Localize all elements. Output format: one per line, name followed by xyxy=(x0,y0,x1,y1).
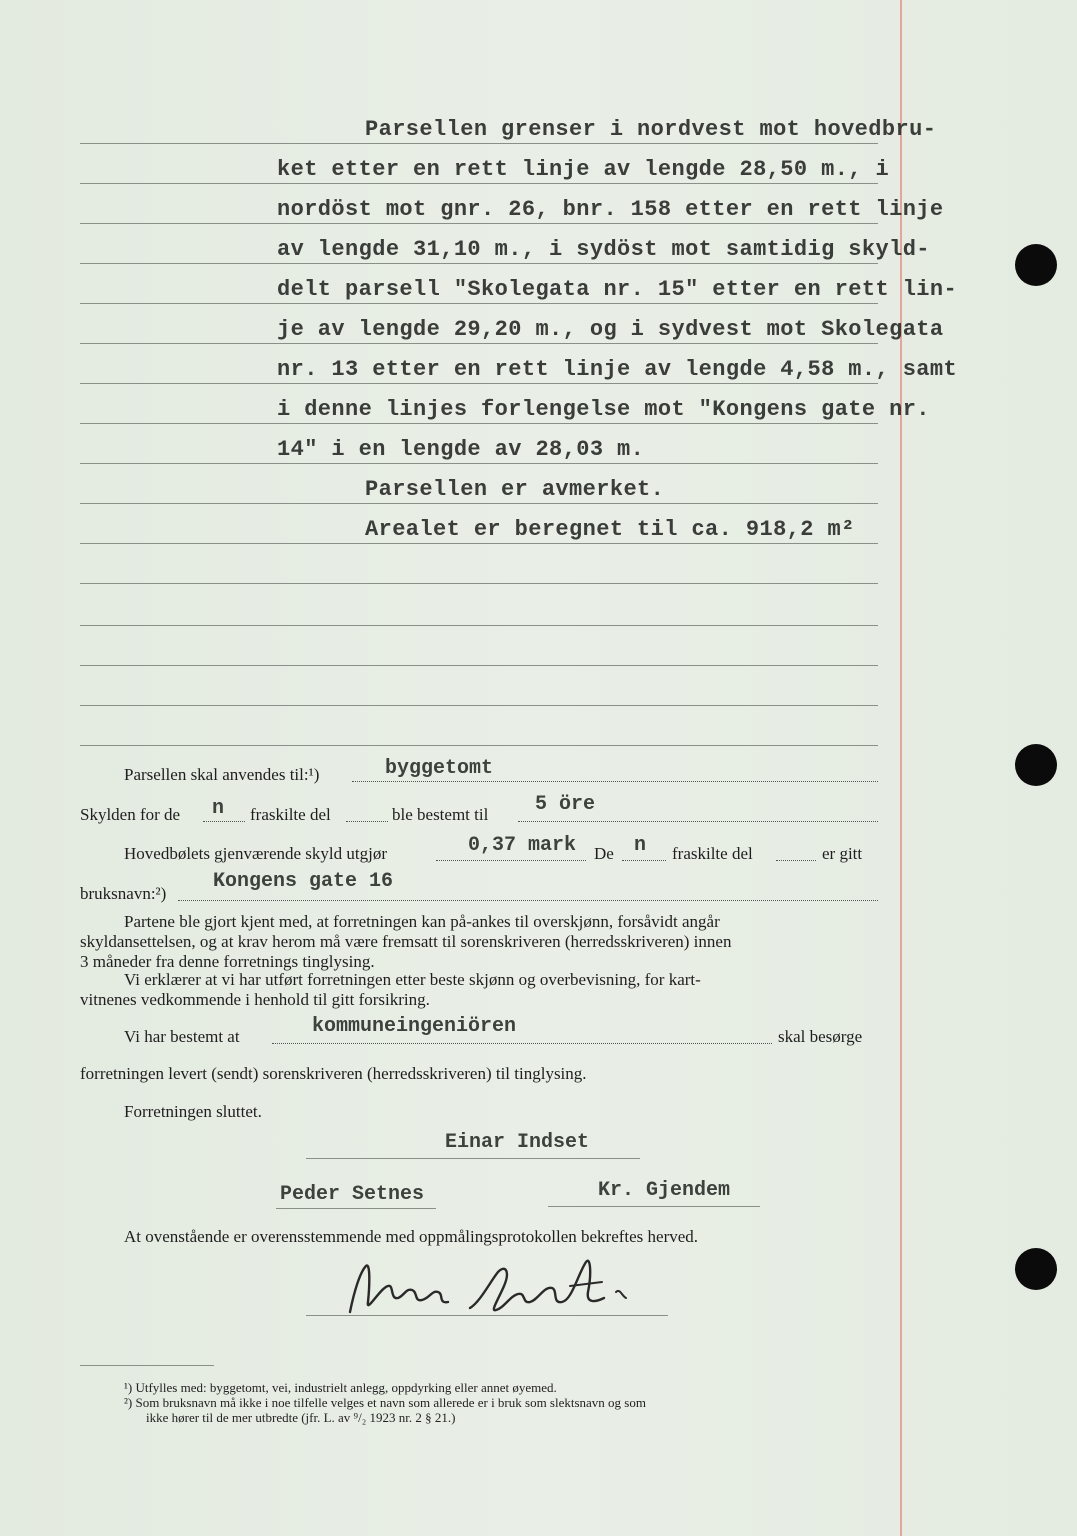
appeal-para-line: 3 måneder fra denne forretnings tinglysing. xyxy=(80,952,375,971)
name-label: bruksnavn:²) xyxy=(80,884,167,903)
footnote-2: ²) Som bruksnavn må ikke i noe tilfelle velges et navn som allerede er i bruk som slektsnavn og som xyxy=(124,1395,646,1410)
remain-dots-a xyxy=(436,860,586,861)
handwritten-signature xyxy=(340,1252,640,1332)
margin-rule xyxy=(900,0,902,1536)
signer-3: Kr. Gjendem xyxy=(598,1179,731,1202)
decided-value: kommuneingeniören xyxy=(312,1015,517,1038)
typed-line: Arealet er beregnet til ca. 918,2 m² xyxy=(365,517,855,542)
signer-1: Einar Indset xyxy=(445,1131,590,1154)
typed-line: ket etter en rett linje av lengde 28,50 m., i xyxy=(277,157,890,182)
typed-line: nordöst mot gnr. 26, bnr. 158 etter en rett linje xyxy=(277,197,944,222)
remain-marker: n xyxy=(634,834,647,857)
punch-hole xyxy=(1015,744,1057,786)
remain-dots-b xyxy=(622,860,666,861)
remain-label: Hovedbølets gjenværende skyld utgjør xyxy=(124,844,387,863)
typed-line: Parsellen er avmerket. xyxy=(365,477,665,502)
decided-dots xyxy=(272,1043,772,1044)
closed-text: Forretningen sluttet. xyxy=(124,1102,262,1121)
typed-line: nr. 13 etter en rett linje av lengde 4,58 m., samt xyxy=(277,357,958,382)
tax-dots-a xyxy=(203,821,245,822)
use-dots xyxy=(352,781,878,782)
signer-2: Peder Setnes xyxy=(280,1183,425,1206)
footnote-divider xyxy=(80,1365,214,1366)
signature-line xyxy=(306,1158,640,1159)
name-dots xyxy=(178,900,878,901)
decided-label-b: skal besørge xyxy=(778,1027,863,1046)
declaration-para-line: vitnenes vedkommende i henhold til gitt forsikring. xyxy=(80,990,430,1009)
remain-label-c: fraskilte del xyxy=(672,844,753,863)
appeal-para-line: skyldansettelsen, og at krav herom må være fremsatt til sorenskriveren (herredsskriveren) innen xyxy=(80,932,732,951)
remain-dots-c xyxy=(776,860,816,861)
typed-line: 14" i en lengde av 28,03 m. xyxy=(277,437,645,462)
signature-line xyxy=(548,1206,760,1207)
signature-line xyxy=(306,1315,668,1316)
tax-marker: n xyxy=(212,797,225,820)
remain-label-d: er gitt xyxy=(822,844,863,863)
typed-line: Parsellen grenser i nordvest mot hovedbru- xyxy=(365,117,937,142)
footnote-2-cont: ikke hører til de mer utbredte (jfr. L. av ⁹/₂ 1923 nr. 2 § 21.) xyxy=(146,1410,456,1425)
use-value: byggetomt xyxy=(385,757,494,780)
tax-dots-c xyxy=(518,821,878,822)
punch-hole xyxy=(1015,1248,1057,1290)
tax-dots-b xyxy=(346,821,388,822)
punch-hole xyxy=(1015,244,1057,286)
decided-label: Vi har bestemt at xyxy=(124,1027,240,1046)
typed-line: delt parsell "Skolegata nr. 15" etter en rett lin- xyxy=(277,277,958,302)
signature-line xyxy=(276,1208,436,1209)
tax-label-b: fraskilte del xyxy=(250,805,331,824)
typed-line: av lengde 31,10 m., i sydöst mot samtidig skyld- xyxy=(277,237,930,262)
tax-value: 5 öre xyxy=(535,793,596,816)
footnote-1: ¹) Utfylles med: byggetomt, vei, industrielt anlegg, oppdyrking eller annet øyemed. xyxy=(124,1380,557,1395)
use-label: Parsellen skal anvendes til:¹) xyxy=(124,765,320,784)
remain-label-b: De xyxy=(594,844,614,863)
name-value: Kongens gate 16 xyxy=(213,870,394,893)
declaration-para-line: Vi erklærer at vi har utført forretningen etter beste skjønn og overbevisning, for kart- xyxy=(124,970,701,989)
attest-text: At ovenstående er overensstemmende med oppmålingsprotokollen bekreftes herved. xyxy=(124,1227,699,1246)
typed-line: je av lengde 29,20 m., og i sydvest mot Skolegata xyxy=(277,317,944,342)
appeal-para-line: Partene ble gjort kjent med, at forretningen kan på-ankes til overskjønn, forsåvidt angår xyxy=(124,912,720,931)
tax-label-c: ble bestemt til xyxy=(392,805,489,824)
typed-line: i denne linjes forlengelse mot "Kongens gate nr. xyxy=(277,397,930,422)
tax-label: Skylden for de xyxy=(80,805,181,824)
delivered-text: forretningen levert (sendt) sorenskriveren (herredsskriveren) til tinglysing. xyxy=(80,1064,587,1083)
remain-value: 0,37 mark xyxy=(468,834,577,857)
